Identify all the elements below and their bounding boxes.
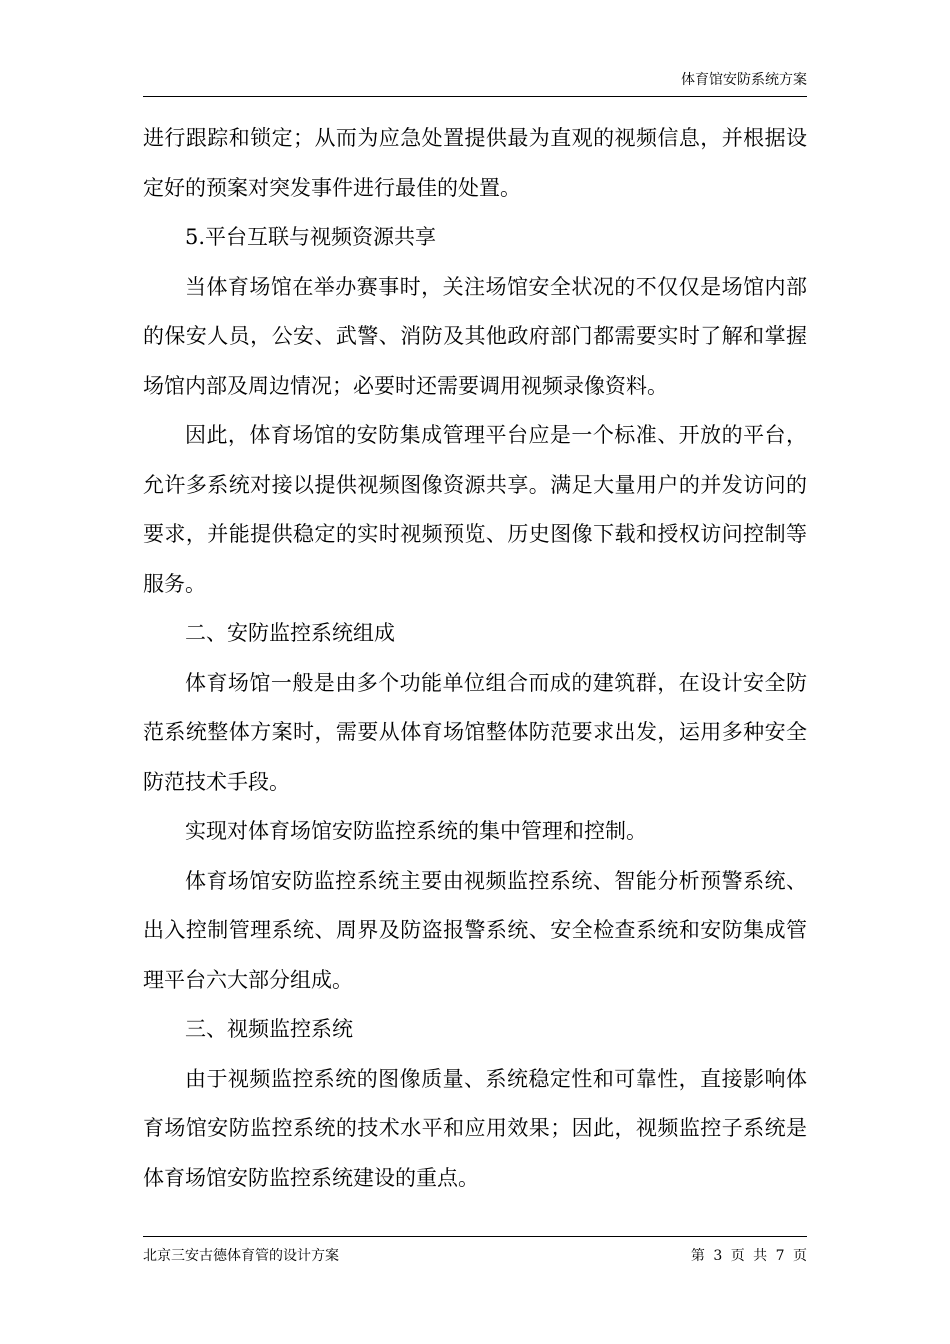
paragraph-six-subsystems: 体育场馆安防监控系统主要由视频监控系统、智能分析预警系统、出入控制管理系统、周界及防盗报警系统、安全检查系统和安防集成管理平台六大部分组成。 xyxy=(143,868,807,992)
page-header-title: 体育馆安防系统方案 xyxy=(681,72,807,88)
section-heading-system-composition: 二、安防监控系统组成 xyxy=(185,621,395,645)
paragraph-central-management: 实现对体育场馆安防监控系统的集中管理和控制。 xyxy=(185,819,647,843)
paragraph-platform-standard: 因此，体育场馆的安防集成管理平台应是一个标准、开放的平台，允许多系统对接以提供视频图像资源共享。满足大量用户的并发访问的要求，并能提供稳定的实时视频预览、历史图像下载和授权访问控制等服务。 xyxy=(143,423,807,596)
header-divider xyxy=(143,96,807,97)
footer-page-number: 第 3 页 共 7 页 xyxy=(690,1248,807,1264)
document-body xyxy=(143,114,807,1203)
paragraph-event-security: 当体育场馆在举办赛事时，关注场馆安全状况的不仅仅是场馆内部的保安人员，公安、武警、消防及其他政府部门都需要实时了解和掌握场馆内部及周边情况；必要时还需要调用视频录像资料。 xyxy=(143,274,807,398)
paragraph-continuation: 进行跟踪和锁定；从而为应急处置提供最为直观的视频信息，并根据设定好的预案对突发事件进行最佳的处置。 xyxy=(143,126,807,200)
section-heading-video-surveillance: 三、视频监控系统 xyxy=(185,1017,353,1041)
paragraph-building-complex: 体育场馆一般是由多个功能单位组合而成的建筑群，在设计安全防范系统整体方案时，需要从体育场馆整体防范要求出发，运用多种安全防范技术手段。 xyxy=(143,670,807,794)
footer-document-name: 北京三安古德体育管的设计方案 xyxy=(143,1248,339,1264)
footer-divider xyxy=(143,1236,807,1237)
paragraph-video-quality: 由于视频监控系统的图像质量、系统稳定性和可靠性，直接影响体育场馆安防监控系统的技术水平和应用效果；因此，视频监控子系统是体育场馆安防监控系统建设的重点。 xyxy=(143,1066,807,1190)
section-heading-platform-interconnect: 5.平台互联与视频资源共享 xyxy=(185,225,437,249)
